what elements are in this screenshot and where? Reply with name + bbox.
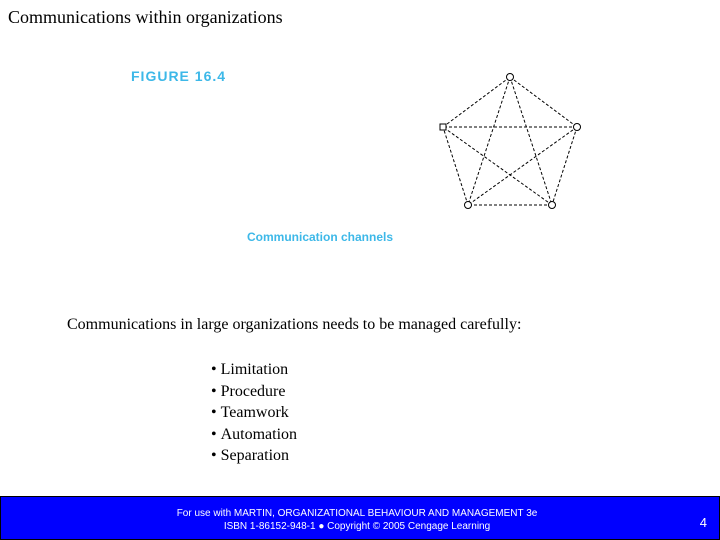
communication-network-diagram xyxy=(430,66,590,216)
bullet-item: • Automation xyxy=(211,424,297,446)
network-node xyxy=(574,124,581,131)
bullet-item: • Procedure xyxy=(211,381,297,403)
footer-bar xyxy=(0,496,720,540)
bullet-item: • Teamwork xyxy=(211,402,297,424)
channel-line xyxy=(468,77,510,205)
figure-label: FIGURE 16.4 xyxy=(131,68,227,84)
network-node xyxy=(465,202,472,209)
channel-line xyxy=(443,77,510,127)
network-node xyxy=(549,202,556,209)
footer-line-2: ISBN 1-86152-948-1 ● Copyright © 2005 Cengage Learning xyxy=(223,521,491,532)
footer-text xyxy=(1,507,713,533)
footer-line-1: For use with MARTIN, ORGANIZATIONAL BEHAVIOUR AND MANAGEMENT 3e xyxy=(176,508,538,519)
network-node xyxy=(440,124,446,130)
channel-line xyxy=(552,127,577,205)
figure-caption: Communication channels xyxy=(247,230,394,244)
intro-text: Communications in large organizations needs to be managed carefully: xyxy=(67,316,522,333)
channel-line xyxy=(510,77,552,205)
channel-line xyxy=(443,127,552,205)
bullet-item: • Separation xyxy=(211,445,297,467)
slide-title: Communications within organizations xyxy=(8,7,283,27)
channel-line xyxy=(510,77,577,127)
bullet-item: • Limitation xyxy=(211,359,297,381)
page-number: 4 xyxy=(699,515,707,530)
bullet-list xyxy=(211,359,297,467)
channel-line xyxy=(468,127,577,205)
channel-line xyxy=(443,127,468,205)
network-node xyxy=(507,74,514,81)
